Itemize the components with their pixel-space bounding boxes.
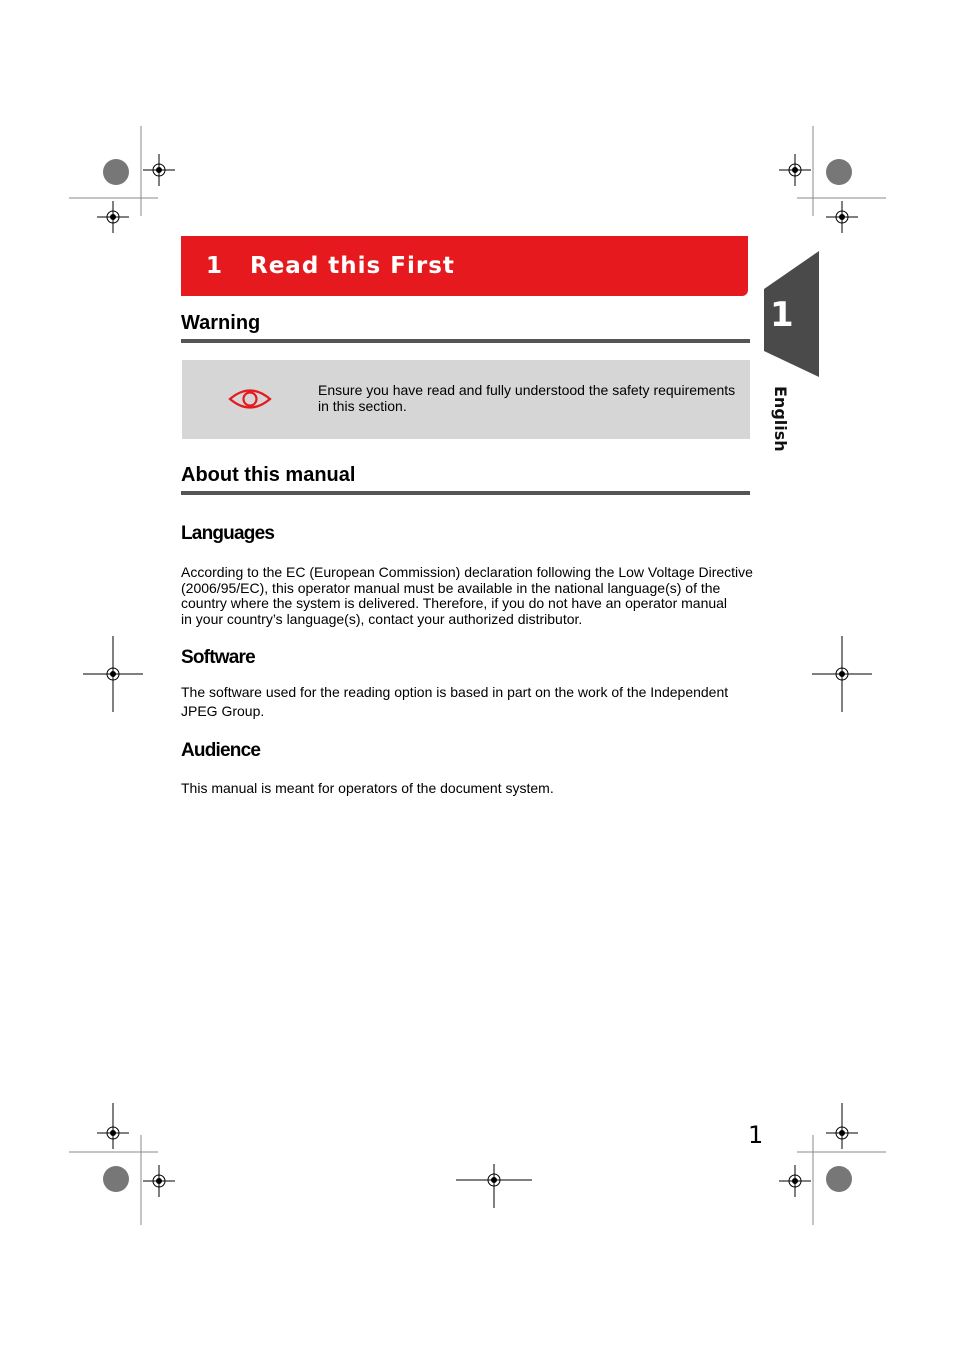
- eye-icon: [228, 386, 272, 412]
- registration-dot: [826, 159, 852, 185]
- chapter-number: 1: [206, 253, 224, 279]
- software-heading: Software: [181, 647, 255, 668]
- warning-heading: Warning: [181, 312, 750, 343]
- registration-dot: [103, 1166, 129, 1192]
- audience-paragraph: This manual is meant for operators of the document system.: [181, 780, 554, 796]
- warning-box: [182, 360, 750, 439]
- languages-paragraph: According to the EC (European Commission) declaration following the Low Voltage Directive (2006/95/EC), this operator manual must be available in the national language(s) of the country where the system is delivered. Therefore, if you do not have an operator manual in your country’s language(s), contact your authorized distributor.: [181, 564, 753, 627]
- page-number: 1: [748, 1121, 764, 1149]
- languages-heading: Languages: [181, 523, 275, 544]
- audience-heading: Audience: [181, 740, 261, 761]
- language-label: English: [771, 386, 790, 452]
- about-heading: About this manual: [181, 464, 750, 495]
- registration-dot: [826, 1166, 852, 1192]
- chapter-side-tab: [764, 251, 820, 382]
- warning-text: Ensure you have read and fully understood the safety requirements in this section.: [318, 382, 736, 414]
- software-paragraph: The software used for the reading option is based in part on the work of the Independent JPEG Group.: [181, 684, 729, 719]
- chapter-banner: [181, 236, 748, 296]
- chapter-title: Read this First: [250, 253, 455, 279]
- registration-dot: [103, 159, 129, 185]
- side-tab-number: 1: [770, 295, 794, 335]
